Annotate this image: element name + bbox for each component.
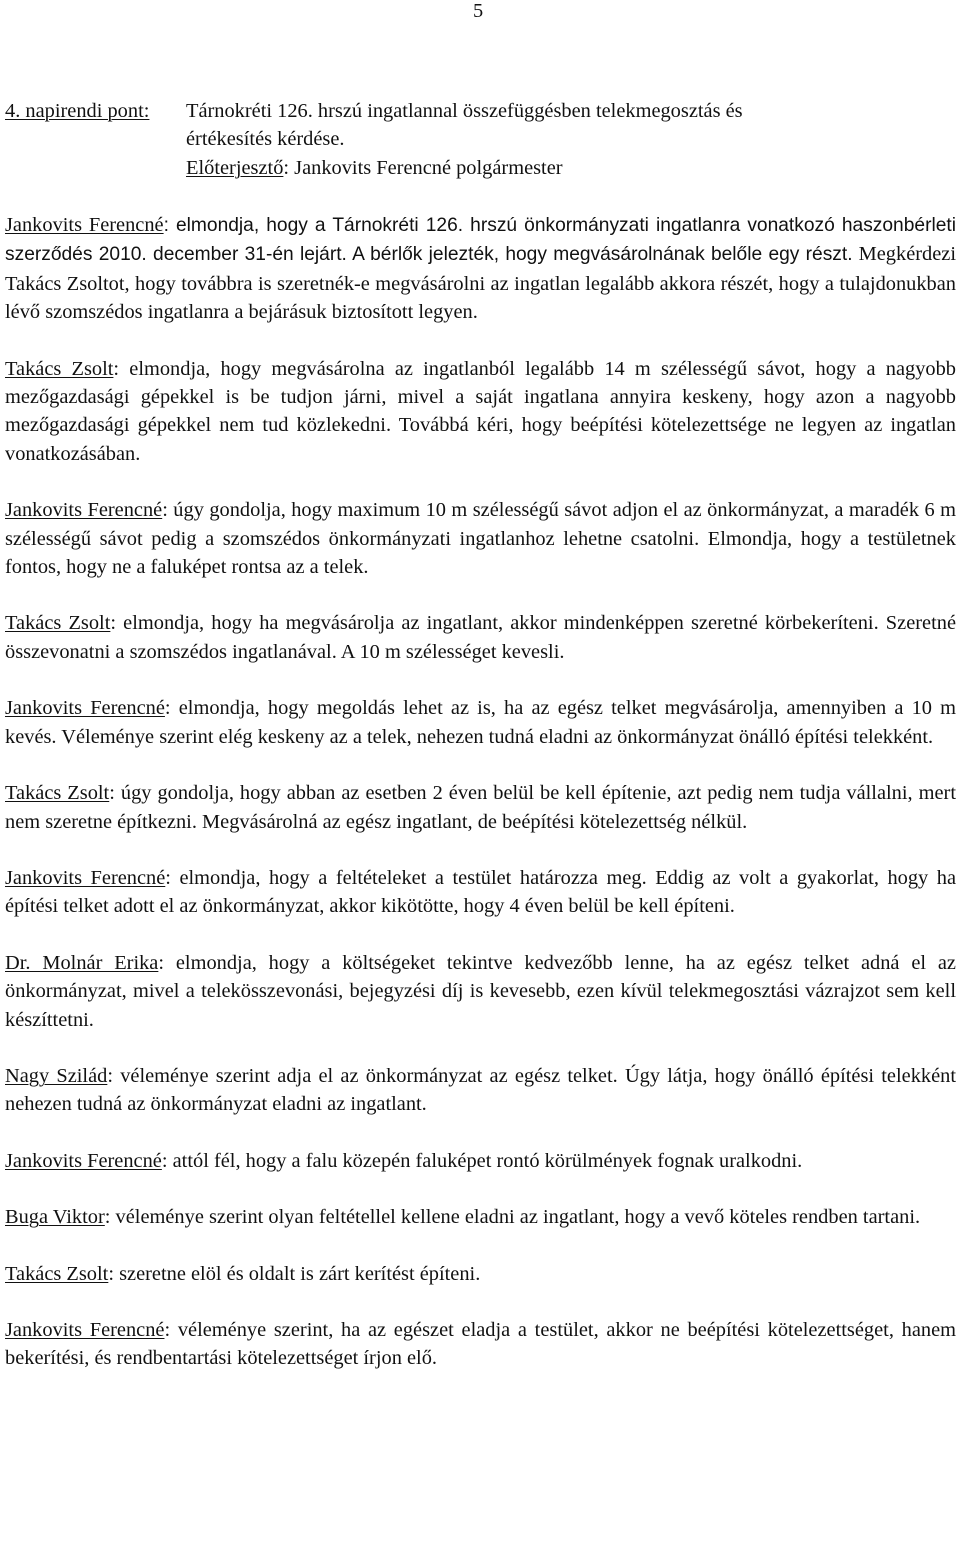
speaker-name: Jankovits Ferencné xyxy=(5,1318,165,1341)
minutes-paragraph xyxy=(5,496,956,581)
speaker-name: Dr. Molnár Erika xyxy=(5,951,159,974)
agenda-body xyxy=(186,97,956,182)
paragraph-text: : elmondja, hogy megvásárolna az ingatlanból legalább 14 m szélességű sávot, hogy a nagyobb mezőgazdasági gépekkel is be tudjon járni, mivel a saját ingatlana annyira keskeny, hogy azon a nagyobb mezőgazdasági gépekkel nem tud közlekedni. Továbbá kéri, hogy beépítési kötelezettsége ne legyen az ingatlan vonatkozásában. xyxy=(5,357,956,465)
minutes-paragraph xyxy=(5,1203,956,1231)
speaker-name: Nagy Szilád xyxy=(5,1064,108,1087)
presenter-label: Előterjesztő xyxy=(186,156,284,179)
speaker-name: Jankovits Ferencné xyxy=(5,1149,162,1172)
agenda-title-line1: Tárnokréti 126. hrszú ingatlannal összefüggésben telekmegosztás és xyxy=(186,100,743,122)
minutes-paragraph xyxy=(5,779,956,836)
agenda-label-text: 4. napirendi pont: xyxy=(5,100,150,122)
page-number: 5 xyxy=(473,0,484,22)
paragraph-text: : elmondja, hogy megoldás lehet az is, ha az egész telket megvásárolja, amennyiben a 10 m kevés. Véleménye szerint elég keskeny az a telek, nehezen tudná eladni az önkormányzat önálló építési telekként. xyxy=(5,697,956,748)
minutes-content xyxy=(5,211,956,1401)
speaker-name: Takács Zsolt xyxy=(5,612,111,635)
agenda-presenter xyxy=(186,154,956,182)
minutes-paragraph xyxy=(5,1147,956,1175)
presenter-separator: : xyxy=(283,156,290,179)
paragraph-text: : véleménye szerint adja el az önkormányzat az egész telket. Úgy látja, hogy önálló építési telekként nehezen tudná az önkormányzat eladni az ingatlant. xyxy=(5,1064,956,1116)
minutes-paragraph xyxy=(5,609,956,666)
speaker-name: Buga Viktor xyxy=(5,1206,105,1229)
agenda-header xyxy=(5,97,956,182)
paragraph-text: : elmondja, hogy a költségeket tekintve kedvezőbb lenne, ha az egész telket adná el az önkormányzat, mivel a telekösszevonási, bejegyzési díj is kevesebb, ezen kívül telekmegosztási vázrajzot sem kell készíttetni. xyxy=(5,951,956,1031)
paragraph-text-continued: Megkérdezi Takács Zsoltot, hogy továbbra is szeretnék-e megvásárolni az ingatlan legalább akkora részét, hogy a tulajdonukban lévő szomszédos ingatlanra a bejárásuk biztosított legyen. xyxy=(5,243,956,324)
speaker-name: Takács Zsolt xyxy=(5,357,114,380)
paragraph-text: : véleménye szerint olyan feltétellel kellene eladni az ingatlant, hogy a vevő köteles rendben tartani. xyxy=(104,1206,921,1229)
speaker-name: Jankovits Ferencné xyxy=(5,866,166,889)
agenda-title-line2: értékesítés kérdése. xyxy=(186,128,345,151)
paragraph-text: : véleménye szerint, ha az egészet eladja a testület, akkor ne beépítési kötelezettséget, hanem bekerítési, és rendbentartási kötelezettséget írjon elő. xyxy=(5,1318,956,1370)
speaker-name: Jankovits Ferencné xyxy=(5,214,164,236)
paragraph-text: : elmondja, hogy ha megvásárolja az ingatlant, akkor mindenképpen szeretné körbekeríteni. Szeretné összevonatni a szomszédos ingatlanával. A 10 m szélességet kevesli. xyxy=(5,612,957,663)
speaker-name: Jankovits Ferencné xyxy=(5,499,163,522)
paragraph-text: : attól fél, hogy a falu közepén faluképet rontó körülmények fognak uralkodni. xyxy=(161,1149,803,1172)
speaker-name: Takács Zsolt xyxy=(5,782,110,805)
paragraph-text: : úgy gondolja, hogy maximum 10 m szélességű sávot adjon el az önkormányzat, a maradék 6 m szélességű sávot pedig a szomszédos önkormányzati ingatlanhoz lehetne csatolni. Elmondja, hogy a testületnek fontos, hogy ne a faluképet rontsa az a telek. xyxy=(5,499,956,579)
paragraph-text: : úgy gondolja, hogy abban az esetben 2 éven belül be kell építenie, azt pedig nem tudja vállalni, mert nem szeretne építkezni. Megvásárolná az egész ingatlant, de beépítési kötelezettség nélkül. xyxy=(5,782,957,833)
minutes-paragraph xyxy=(5,211,956,327)
paragraph-text: : elmondja, hogy a feltételeket a testület határozza meg. Eddig az volt a gyakorlat, hogy ha építési telket adott el az önkormányzat, akkor kikötötte, hogy 4 éven belül be kell építeni. xyxy=(5,866,956,918)
agenda-item xyxy=(5,97,956,182)
minutes-paragraph xyxy=(5,864,956,921)
speaker-name: Jankovits Ferencné xyxy=(5,697,165,720)
speaker-name: Takács Zsolt xyxy=(5,1262,109,1285)
paragraph-text: : szeretne elöl és oldalt is zárt kerítést építeni. xyxy=(108,1262,481,1285)
minutes-paragraph xyxy=(5,1260,956,1288)
agenda-label xyxy=(5,97,186,182)
minutes-paragraph xyxy=(5,1316,956,1373)
presenter-name: Jankovits Ferencné polgármester xyxy=(289,156,563,179)
minutes-paragraph xyxy=(5,694,956,751)
minutes-paragraph xyxy=(5,949,956,1034)
minutes-paragraph xyxy=(5,355,956,469)
minutes-paragraph xyxy=(5,1062,956,1119)
paragraph-text: : elmondja, hogy a Tárnokréti 126. hrszú önkormányzati ingatlanra vonatkozó haszonbérleti szerződés 2010. december 31-én lejárt. A bérlők jelezték, hogy megvásárolnának belőle egy részt. xyxy=(5,215,956,266)
